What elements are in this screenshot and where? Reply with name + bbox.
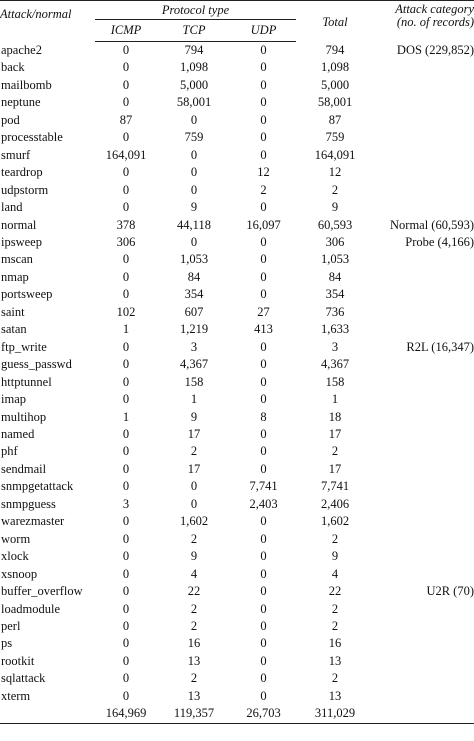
category-cell: Probe (4,166) (405, 234, 474, 249)
totals-category-cell (374, 705, 474, 723)
category-cell (374, 374, 474, 391)
icmp-cell: 378 (116, 217, 136, 232)
udp-cell: 0 (260, 234, 267, 249)
total-cell: 2 (331, 671, 339, 686)
attack-normal-header: Attack/normal (0, 1, 95, 42)
total-cell: 2 (331, 531, 339, 546)
attack-name-cell: neptune (1, 95, 41, 110)
total-cell: 58,001 (317, 95, 353, 110)
table-row (0, 601, 474, 618)
table-row (0, 129, 474, 146)
attack-name-cell: saint (1, 304, 25, 319)
udp-cell: 0 (260, 671, 267, 686)
icmp-cell: 0 (122, 618, 130, 633)
icmp-cell: 164,091 (105, 147, 147, 162)
table-row (0, 217, 474, 234)
total-cell: 18 (328, 409, 342, 424)
icmp-cell: 87 (119, 112, 133, 127)
table-row (0, 147, 474, 164)
attack-category-header (374, 1, 474, 42)
attack-name-cell: xlock (1, 549, 29, 564)
table-row (0, 339, 474, 356)
udp-cell: 0 (260, 426, 267, 441)
udp-cell: 0 (260, 374, 267, 389)
tcp-cell: 0 (190, 182, 198, 197)
attack-name-cell: smurf (1, 147, 31, 162)
icmp-cell: 0 (122, 531, 130, 546)
attack-name-cell: loadmodule (1, 601, 61, 616)
udp-cell: 7,741 (249, 479, 278, 494)
icmp-cell: 0 (122, 426, 130, 441)
icmp-cell: 0 (122, 636, 130, 651)
icmp-cell: 0 (122, 269, 130, 284)
udp-cell: 0 (260, 43, 267, 57)
udp-cell: 0 (260, 549, 267, 564)
table-row (0, 42, 474, 60)
totals-tcp-cell: 119,357 (157, 705, 231, 723)
udp-cell: 0 (260, 130, 267, 145)
category-cell (374, 129, 474, 146)
table-row (0, 426, 474, 443)
udp-cell: 0 (260, 584, 267, 599)
total-cell: 17 (328, 461, 342, 476)
attack-name-cell: ps (1, 636, 13, 651)
category-cell (374, 147, 474, 164)
table-row (0, 77, 474, 94)
category-cell (374, 548, 474, 565)
category-cell (374, 356, 474, 373)
attack-name-cell: processtable (1, 130, 63, 145)
table-row (0, 391, 474, 408)
attack-name-cell: snmpgetattack (1, 479, 74, 494)
udp-cell: 0 (260, 95, 267, 110)
table-row (0, 374, 474, 391)
category-cell (374, 391, 474, 408)
table-row (0, 478, 474, 495)
icmp-cell: 0 (122, 444, 130, 459)
category-cell (374, 59, 474, 76)
tcp-cell: 0 (190, 496, 198, 511)
tcp-cell: 3 (190, 339, 198, 354)
icmp-cell: 0 (122, 95, 130, 110)
icmp-cell: 0 (122, 130, 130, 145)
table-header (0, 1, 474, 42)
category-cell (374, 426, 474, 443)
category-cell (374, 496, 474, 513)
table-row (0, 670, 474, 687)
total-cell: 2 (331, 444, 339, 459)
icmp-cell: 0 (122, 671, 130, 686)
udp-cell: 0 (260, 566, 267, 581)
total-cell: 1,053 (320, 252, 350, 267)
attack-name-cell: snmpguess (1, 496, 56, 511)
category-cell (374, 670, 474, 687)
total-cell: 306 (325, 234, 345, 249)
total-cell: 158 (325, 374, 345, 389)
tcp-cell: 2 (190, 618, 198, 633)
table-row (0, 531, 474, 548)
total-cell: 759 (325, 130, 345, 145)
total-cell: 1,633 (320, 322, 350, 337)
table-row (0, 321, 474, 338)
icmp-cell: 0 (122, 688, 130, 703)
total-cell: 354 (325, 287, 345, 302)
tcp-cell: 16 (187, 636, 201, 651)
tcp-cell: 22 (187, 584, 201, 599)
icmp-cell: 306 (116, 234, 136, 249)
icmp-cell: 0 (122, 339, 130, 354)
category-cell (374, 635, 474, 652)
udp-header: UDP (231, 20, 296, 42)
table-row (0, 59, 474, 76)
tcp-cell: 1,219 (179, 322, 209, 337)
icmp-cell: 0 (122, 357, 130, 372)
category-cell (374, 269, 474, 286)
udp-cell: 0 (260, 653, 267, 668)
udp-cell: 12 (257, 165, 270, 180)
icmp-cell: 0 (122, 653, 130, 668)
icmp-cell: 0 (122, 60, 130, 75)
attack-name-cell: apache2 (1, 42, 42, 57)
icmp-cell: 0 (122, 584, 130, 599)
tcp-cell: 17 (187, 461, 201, 476)
category-cell (374, 77, 474, 94)
category-cell (374, 618, 474, 635)
table-row (0, 356, 474, 373)
category-cell (374, 251, 474, 268)
total-cell: 1,098 (320, 60, 350, 75)
category-cell (374, 601, 474, 618)
category-cell (374, 513, 474, 530)
category-cell (374, 164, 474, 181)
attack-name-cell: pod (1, 112, 20, 127)
attack-name-cell: normal (1, 217, 37, 232)
total-header: Total (296, 1, 374, 42)
attack-name-cell: sqlattack (1, 671, 46, 686)
table-row (0, 583, 474, 600)
attack-category-header-line2: (no. of records) (396, 15, 474, 29)
table-row (0, 653, 474, 670)
table-body (0, 42, 474, 724)
icmp-cell: 0 (122, 200, 130, 215)
icmp-cell: 0 (122, 461, 130, 476)
category-cell (374, 443, 474, 460)
total-cell: 2 (331, 618, 339, 633)
total-cell: 13 (328, 653, 342, 668)
table-row (0, 286, 474, 303)
category-cell (374, 94, 474, 111)
tcp-cell: 13 (187, 688, 201, 703)
udp-cell: 0 (260, 77, 267, 92)
tcp-cell: 0 (190, 234, 198, 249)
attack-name-cell: sendmail (1, 461, 47, 476)
table-row (0, 688, 474, 705)
category-cell (374, 409, 474, 426)
udp-cell: 0 (260, 269, 267, 284)
udp-cell: 0 (260, 112, 267, 127)
udp-cell: 413 (254, 322, 273, 337)
total-cell: 794 (325, 42, 345, 57)
tcp-cell: 2 (190, 531, 198, 546)
attack-name-cell: phf (1, 444, 18, 459)
attack-name-cell: warezmaster (1, 514, 65, 529)
tcp-cell: 607 (184, 304, 204, 319)
tcp-cell: 1 (190, 392, 198, 407)
total-cell: 2 (331, 601, 339, 616)
total-cell: 60,593 (317, 217, 353, 232)
attack-name-cell: worm (1, 531, 31, 546)
icmp-cell: 0 (122, 165, 130, 180)
attack-name-cell: mscan (1, 252, 33, 267)
udp-cell: 0 (260, 514, 267, 529)
table-row (0, 496, 474, 513)
tcp-cell: 5,000 (179, 77, 209, 92)
tcp-cell: 9 (190, 549, 198, 564)
udp-cell: 0 (260, 618, 267, 633)
category-cell (374, 112, 474, 129)
total-cell: 2 (331, 182, 339, 197)
category-cell (374, 478, 474, 495)
udp-cell: 0 (260, 392, 267, 407)
category-cell (374, 286, 474, 303)
table-row (0, 566, 474, 583)
total-cell: 22 (328, 584, 342, 599)
tcp-cell: 794 (184, 43, 204, 57)
udp-cell: 0 (260, 461, 267, 476)
tcp-cell: 9 (190, 200, 198, 215)
category-cell: DOS (229,852) (396, 42, 474, 57)
totals-total-cell: 311,029 (296, 705, 374, 723)
table-row (0, 443, 474, 460)
attack-name-cell: back (1, 60, 25, 75)
table-row (0, 548, 474, 565)
tcp-cell: 9 (190, 409, 198, 424)
category-cell (374, 566, 474, 583)
tcp-cell: 354 (184, 287, 204, 302)
category-cell (374, 304, 474, 321)
attack-name-cell: teardrop (1, 165, 43, 180)
udp-cell: 0 (260, 339, 267, 354)
totals-icmp-cell: 164,969 (95, 705, 157, 723)
totals-udp-cell: 26,703 (231, 705, 296, 723)
udp-cell: 0 (260, 252, 267, 267)
category-cell (374, 531, 474, 548)
icmp-cell: 0 (122, 252, 130, 267)
total-cell: 4,367 (320, 357, 350, 372)
icmp-cell: 0 (122, 287, 130, 302)
tcp-cell: 4 (190, 566, 198, 581)
category-cell (374, 688, 474, 705)
total-cell: 84 (328, 269, 342, 284)
total-cell: 3 (331, 339, 339, 354)
icmp-cell: 0 (122, 479, 130, 494)
table-row (0, 199, 474, 216)
protocol-type-header: Protocol type (95, 3, 296, 20)
total-cell: 1,602 (320, 514, 350, 529)
category-cell: Normal (60,593) (390, 217, 474, 232)
category-cell: R2L (16,347) (406, 339, 474, 354)
total-cell: 736 (325, 304, 345, 319)
udp-cell: 0 (260, 601, 267, 616)
table-row (0, 409, 474, 426)
attack-category-header-line1: Attack category (395, 2, 474, 16)
icmp-cell: 0 (122, 43, 130, 57)
total-cell: 7,741 (320, 479, 350, 494)
total-cell: 164,091 (314, 147, 356, 162)
tcp-cell: 1,602 (179, 514, 209, 529)
attack-name-cell: perl (1, 618, 21, 633)
attack-name-cell: xsnoop (1, 566, 38, 581)
udp-cell: 0 (260, 688, 267, 703)
tcp-cell: 2 (190, 671, 198, 686)
udp-cell: 2 (260, 182, 267, 197)
category-cell (374, 653, 474, 670)
icmp-cell: 0 (122, 601, 130, 616)
icmp-cell: 0 (122, 514, 130, 529)
protocol-type-header-cell (95, 1, 296, 21)
udp-cell: 0 (260, 60, 267, 75)
attack-name-cell: satan (1, 322, 27, 337)
icmp-cell: 102 (116, 304, 136, 319)
table-row (0, 635, 474, 652)
tcp-cell: 58,001 (176, 95, 212, 110)
totals-row (0, 705, 474, 723)
category-cell (374, 461, 474, 478)
icmp-cell: 1 (122, 409, 130, 424)
totals-attack-name-cell (0, 705, 95, 723)
total-cell: 16 (328, 636, 342, 651)
icmp-cell: 3 (122, 496, 130, 511)
table-row (0, 112, 474, 129)
attack-name-cell: nmap (1, 269, 29, 284)
tcp-cell: 158 (184, 374, 204, 389)
table-row (0, 251, 474, 268)
udp-cell: 16,097 (246, 217, 281, 232)
icmp-cell: 0 (122, 392, 130, 407)
udp-cell: 2,403 (249, 496, 278, 511)
table-row (0, 513, 474, 530)
udp-cell: 0 (260, 531, 267, 546)
attack-name-cell: ftp_write (1, 339, 47, 354)
attack-name-cell: buffer_overflow (1, 584, 83, 599)
table-row (0, 182, 474, 199)
tcp-cell: 44,118 (177, 217, 211, 232)
table-row (0, 269, 474, 286)
tcp-cell: 4,367 (179, 357, 209, 372)
attack-name-cell: imap (1, 392, 26, 407)
icmp-cell: 0 (122, 374, 130, 389)
header-row-1 (0, 1, 474, 21)
tcp-cell: 1,098 (179, 60, 209, 75)
udp-cell: 8 (260, 409, 267, 424)
total-cell: 9 (331, 200, 339, 215)
udp-cell: 0 (260, 287, 267, 302)
icmp-cell: 1 (122, 322, 130, 337)
attack-name-cell: mailbomb (1, 77, 52, 92)
tcp-cell: 0 (190, 479, 198, 494)
tcp-cell: 759 (184, 130, 204, 145)
udp-cell: 0 (260, 357, 267, 372)
attack-name-cell: udpstorm (1, 182, 49, 197)
udp-cell: 0 (260, 636, 267, 651)
category-cell (374, 182, 474, 199)
tcp-cell: 84 (187, 269, 201, 284)
tcp-cell: 0 (190, 112, 198, 127)
category-cell (374, 199, 474, 216)
table-row (0, 234, 474, 251)
attack-name-cell: rootkit (1, 653, 35, 668)
table-row (0, 164, 474, 181)
attack-name-cell: httptunnel (1, 374, 52, 389)
attack-name-cell: land (1, 200, 23, 215)
total-cell: 9 (331, 549, 339, 564)
attack-name-cell: portsweep (1, 287, 53, 302)
icmp-cell: 0 (122, 549, 130, 564)
tcp-cell: 13 (187, 653, 201, 668)
table-row (0, 94, 474, 111)
tcp-header: TCP (157, 20, 231, 42)
table-row (0, 461, 474, 478)
attack-name-cell: guess_passwd (1, 357, 72, 372)
attack-name-cell: ipsweep (1, 234, 42, 249)
total-cell: 17 (328, 426, 342, 441)
udp-cell: 0 (260, 444, 267, 459)
category-cell (374, 321, 474, 338)
tcp-cell: 2 (190, 444, 198, 459)
attack-name-cell: named (1, 426, 35, 441)
table-row (0, 618, 474, 635)
tcp-cell: 0 (190, 165, 198, 180)
icmp-cell: 0 (122, 566, 130, 581)
attack-name-cell: xterm (1, 688, 31, 703)
tcp-cell: 2 (190, 601, 198, 616)
total-cell: 4 (331, 566, 339, 581)
table-row (0, 304, 474, 321)
udp-cell: 27 (257, 304, 270, 319)
icmp-cell: 0 (122, 182, 130, 197)
total-cell: 12 (328, 165, 342, 180)
icmp-cell: 0 (122, 77, 130, 92)
attack-name-cell: multihop (1, 409, 47, 424)
tcp-cell: 1,053 (179, 252, 209, 267)
total-cell: 5,000 (320, 77, 350, 92)
total-cell: 2,406 (320, 496, 350, 511)
udp-cell: 0 (260, 200, 267, 215)
icmp-header: ICMP (95, 20, 157, 42)
tcp-cell: 0 (190, 147, 198, 162)
total-cell: 1 (331, 392, 339, 407)
category-cell: U2R (70) (426, 584, 474, 599)
total-cell: 87 (328, 112, 342, 127)
total-cell: 13 (328, 688, 342, 703)
udp-cell: 0 (260, 147, 267, 162)
tcp-cell: 17 (187, 426, 201, 441)
